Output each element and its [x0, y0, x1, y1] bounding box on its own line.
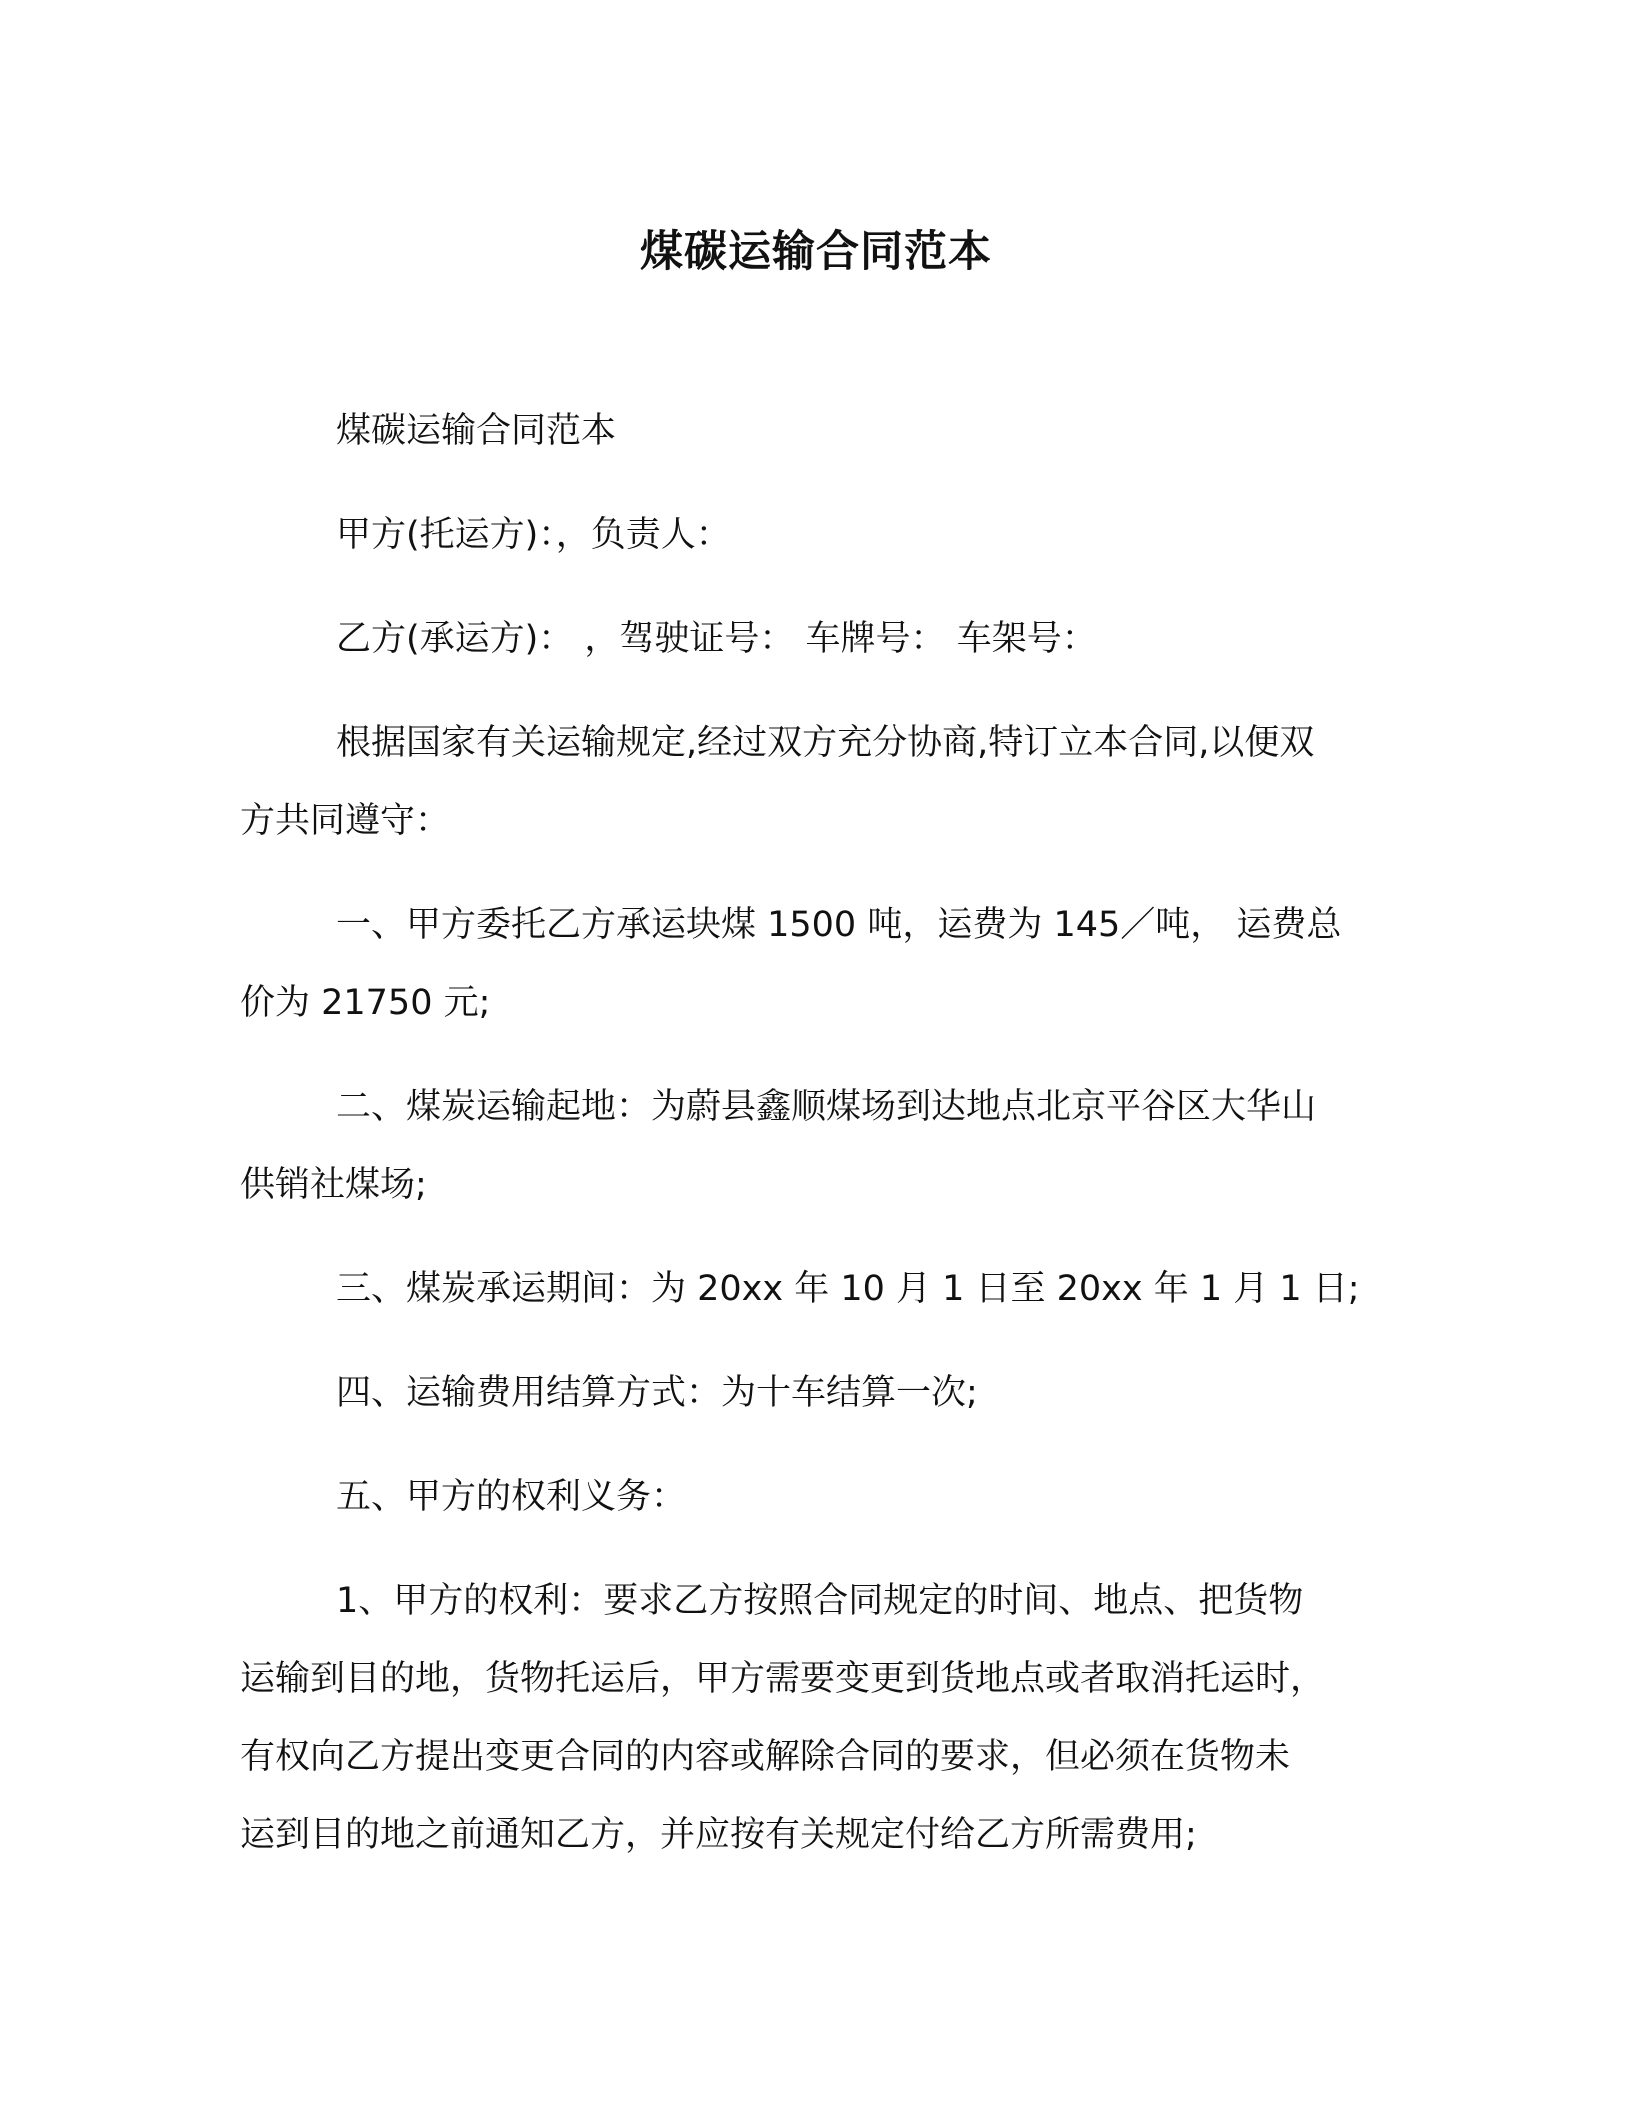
text-line: 方共同遵守：: [240, 801, 451, 841]
text-line: 运输到目的地，货物托运后，甲方需要变更到货地点或者取消托运时，: [240, 1659, 1326, 1699]
paragraph-clause-2: [240, 1068, 1372, 1224]
text-line: 二、煤炭运输起地：为蔚县鑫顺煤场到达地点北京平谷区大华山: [336, 1087, 1317, 1127]
text-line: 甲方(托运方)：，负责人：: [336, 515, 731, 555]
text-line: 乙方(承运方)： ，驾驶证号： 车牌号： 车架号：: [336, 619, 1097, 659]
text-line: 四、运输费用结算方式：为十车结算一次;: [336, 1373, 978, 1413]
text-line: 运到目的地之前通知乙方，并应按有关规定付给乙方所需费用;: [240, 1815, 1197, 1855]
text-line: 1、甲方的权利：要求乙方按照合同规定的时间、地点、把货物: [336, 1581, 1304, 1621]
paragraph-clause-5: [240, 1458, 1372, 1536]
document-title: 煤碳运输合同范本: [640, 227, 992, 277]
document-body: [240, 392, 1372, 1900]
paragraph-clause-4: [240, 1354, 1372, 1432]
text-line: 煤碳运输合同范本: [336, 411, 617, 451]
text-line: 供销社煤场;: [240, 1165, 427, 1205]
text-line: 有权向乙方提出变更合同的内容或解除合同的要求，但必须在货物未: [240, 1737, 1291, 1777]
paragraph-subtitle: [240, 392, 1372, 470]
paragraph-clause-5-1: [240, 1562, 1372, 1874]
text-line: 三、煤炭承运期间：为 20xx 年 10 月 1 日至 20xx 年 1 月 1 日;: [336, 1269, 1360, 1309]
text-line: 根据国家有关运输规定,经过双方充分协商,特订立本合同,以便双: [336, 723, 1315, 763]
paragraph-clause-1: [240, 886, 1372, 1042]
paragraph-party-a: [240, 496, 1372, 574]
text-line: 一、甲方委托乙方承运块煤 1500 吨，运费为 145／吨， 运费总: [336, 905, 1342, 945]
paragraph-clause-3: [240, 1250, 1372, 1328]
text-line: 价为 21750 元;: [240, 983, 491, 1023]
paragraph-preamble: [240, 704, 1372, 860]
text-line: 五、甲方的权利义务：: [336, 1477, 687, 1517]
paragraph-party-b: [240, 600, 1372, 678]
